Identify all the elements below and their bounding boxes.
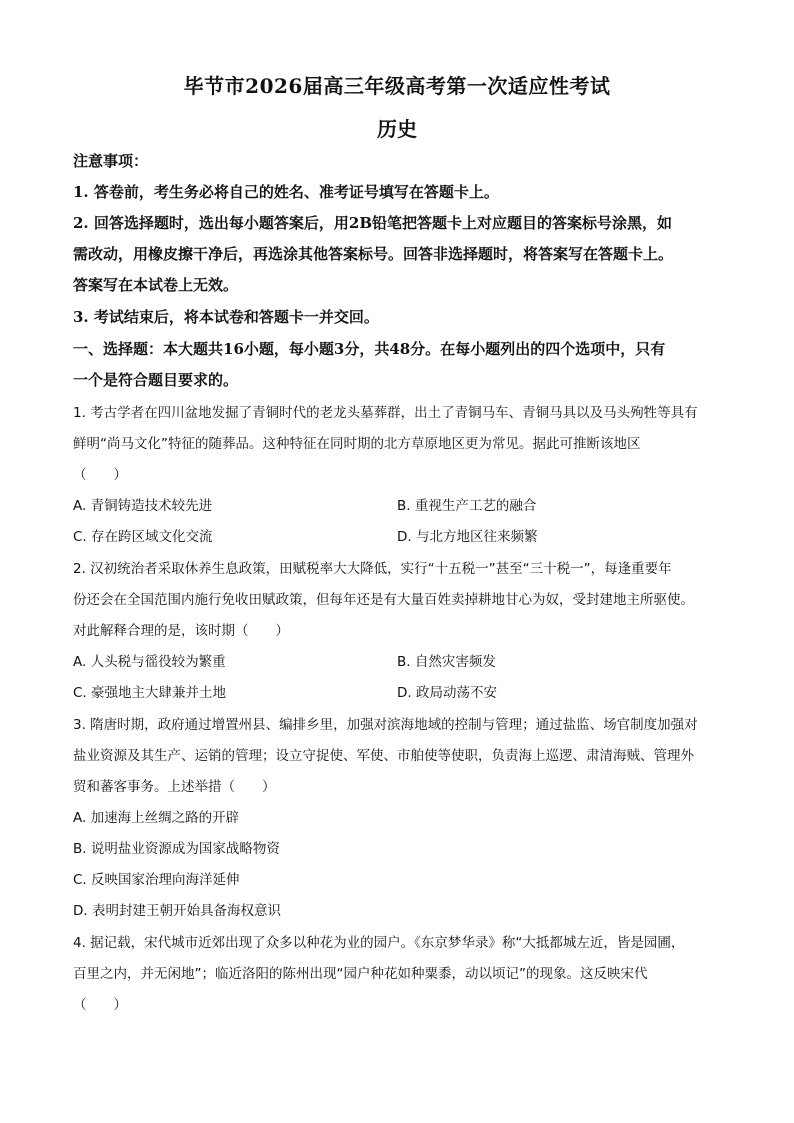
question-2-option-b: B. 自然灾害频发: [397, 654, 496, 670]
notice-item-1: 1. 答卷前，考生务必将自己的姓名、准考证号填写在答题卡上。: [73, 183, 499, 201]
question-2-line-1: 2. 汉初统治者采取休养生息政策，田赋税率大大降低，实行“十五税一”甚至“三十税一”，每逢重要年: [73, 561, 672, 577]
notice-heading: 注意事项：: [73, 152, 149, 170]
question-3-line-3: 贸和蕃客事务。上述举措（ ）: [73, 779, 276, 795]
question-1-line-2: 鲜明“尚马文化”特征的随葬品。这种特征在同时期的北方草原地区更为常见。据此可推断该地区: [73, 436, 641, 452]
question-2-line-3: 对此解释合理的是，该时期（ ）: [73, 623, 289, 639]
question-1-option-b: B. 重视生产工艺的融合: [397, 498, 537, 514]
notice-item-2-line-1: 2. 回答选择题时，选出每小题答案后，用2B铅笔把答题卡上对应题目的答案标号涂黑，如: [73, 214, 673, 232]
notice-item-3: 3. 考试结束后，将本试卷和答题卡一并交回。: [73, 308, 379, 326]
question-3-line-2: 盐业资源及其生产、运销的管理；设立守捉使、军使、市舶使等使职，负责海上巡逻、肃清海贼、管理外: [73, 748, 694, 764]
question-1-line-3: （ ）: [73, 467, 127, 483]
question-3-option-d: D. 表明封建王朝开始具备海权意识: [73, 903, 281, 919]
section-heading-line-1: 一、选择题：本大题共16小题，每小题3分，共48分。在每小题列出的四个选项中，只有: [73, 340, 666, 358]
question-1-option-d: D. 与北方地区往来频繁: [397, 529, 538, 545]
question-3-line-1: 3. 隋唐时期，政府通过增置州县、编排乡里，加强对滨海地域的控制与管理；通过盐监、场官制度加强对: [73, 717, 698, 733]
question-4-line-1: 4. 据记载，宋代城市近郊出现了众多以种花为业的园户。《东京梦华录》称“大抵都城左近，皆是园圃，: [73, 935, 685, 951]
section-heading-line-2: 一个是符合题目要求的。: [73, 371, 239, 389]
question-3-option-b: B. 说明盐业资源成为国家战略物资: [73, 841, 280, 857]
question-1-line-1: 1. 考古学者在四川盆地发掘了青铜时代的老龙头墓葬群，出土了青铜马车、青铜马具以及马头殉牲等具有: [73, 405, 698, 421]
question-2-option-d: D. 政局动荡不安: [397, 685, 497, 701]
question-1-option-c: C. 存在跨区域文化交流: [73, 529, 213, 545]
exam-subject: 历史: [377, 117, 417, 141]
notice-item-2-line-2: 需改动，用橡皮擦干净后，再选涂其他答案标号。回答非选择题时，将答案写在答题卡上。: [73, 245, 674, 263]
question-2-option-a: A. 人头税与徭役较为繁重: [73, 654, 226, 670]
notice-item-2-line-3: 答案写在本试卷上无效。: [73, 276, 239, 294]
exam-title: 毕节市2026届高三年级高考第一次适应性考试: [183, 74, 611, 98]
question-3-option-a: A. 加速海上丝绸之路的开辟: [73, 810, 240, 826]
question-1-option-a: A. 青铜铸造技术较先进: [73, 498, 213, 514]
question-4-line-3: （ ）: [73, 997, 127, 1013]
question-3-option-c: C. 反映国家治理向海洋延伸: [73, 872, 240, 888]
question-2-line-2: 份还会在全国范围内施行免收田赋政策，但每年还是有大量百姓卖掉耕地甘心为奴，受封建地主所驱使。: [73, 592, 694, 608]
question-2-option-c: C. 豪强地主大肆兼并土地: [73, 685, 227, 701]
question-4-line-2: 百里之内，并无闲地”；临近洛阳的陈州出现“园户种花如种粟黍，动以顷记”的现象。这反映宋代: [73, 966, 648, 982]
